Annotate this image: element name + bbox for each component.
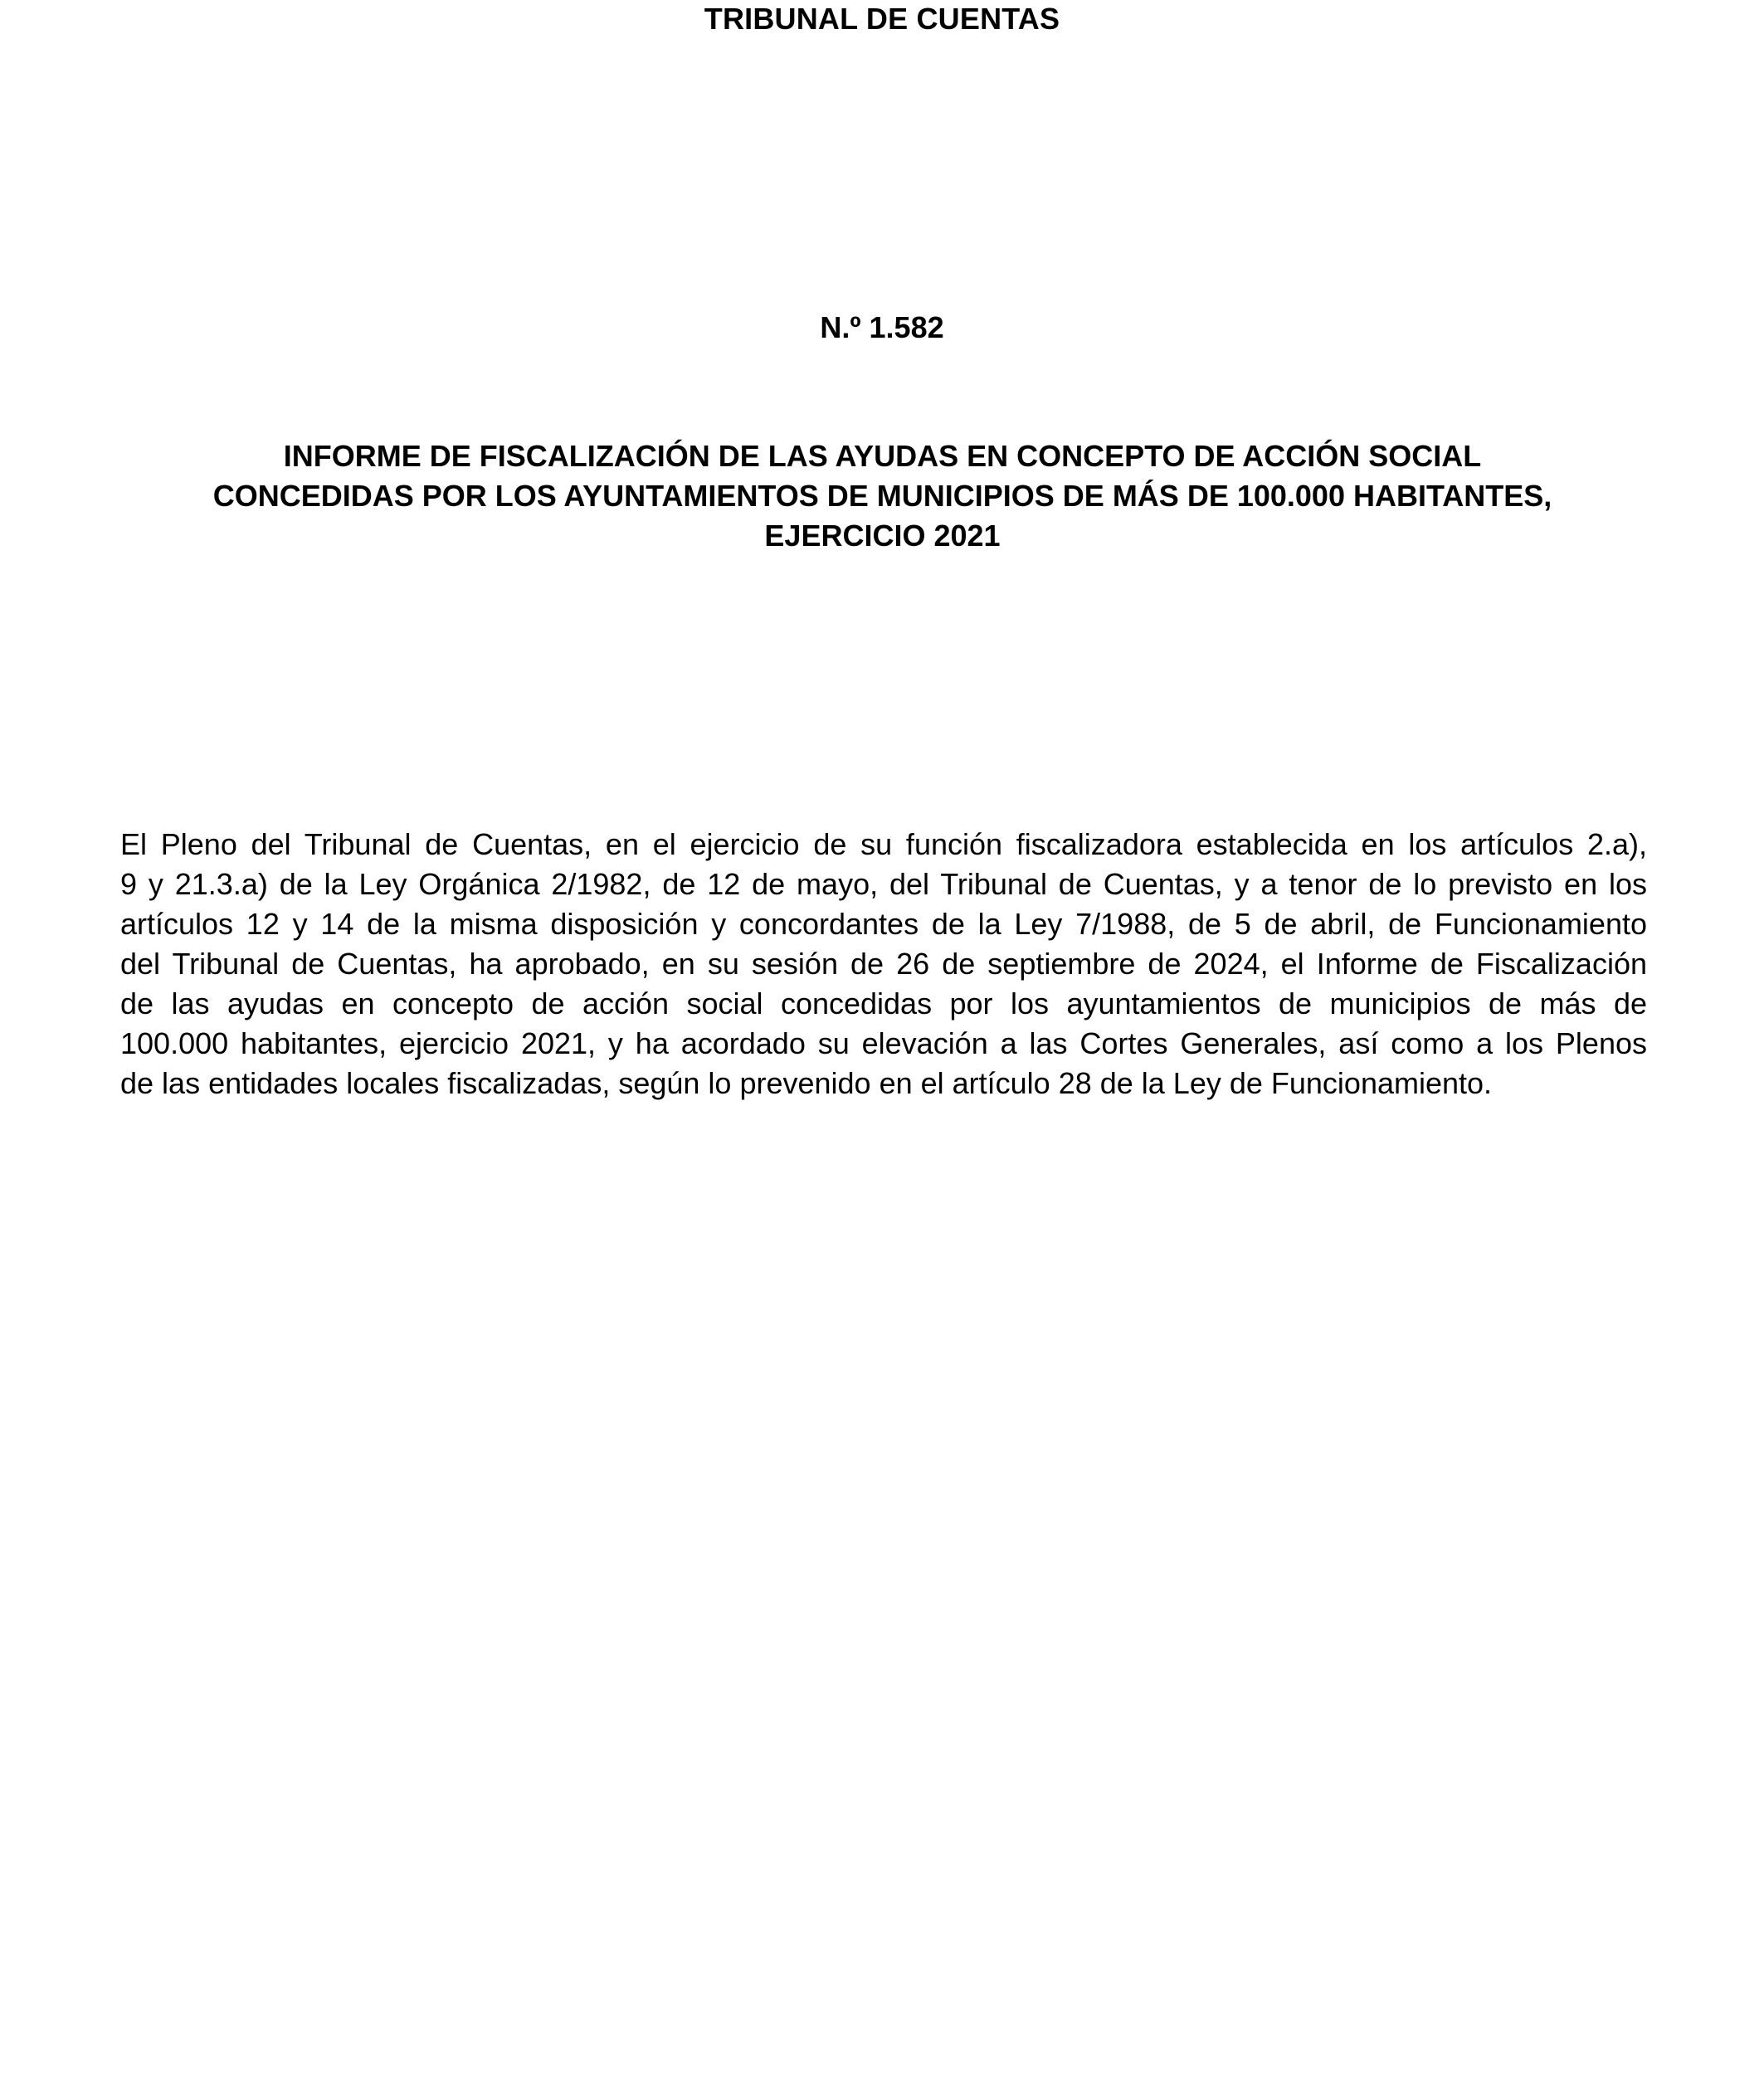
report-title-line: EJERCICIO 2021	[764, 519, 1001, 553]
paragraph-line: El Pleno del Tribunal de Cuentas, en el ejercicio de su función fiscalizadora establecida en los artículos 2.a),	[120, 827, 1647, 861]
report-title	[120, 436, 1645, 556]
paragraph-line: de las entidades locales fiscalizadas, según lo prevenido en el artículo 28 de la Ley de Funcionamiento.	[120, 1066, 1493, 1100]
report-number: N.º 1.582	[820, 310, 944, 344]
approval-paragraph	[120, 825, 1647, 1103]
report-title-line: INFORME DE FISCALIZACIÓN DE LAS AYUDAS EN CONCEPTO DE ACCIÓN SOCIAL	[283, 439, 1482, 473]
paragraph-line: del Tribunal de Cuentas, ha aprobado, en su sesión de 26 de septiembre de 2024, el Informe de Fiscalización	[120, 947, 1647, 981]
institution-header: TRIBUNAL DE CUENTAS	[704, 2, 1060, 36]
paragraph-line: artículos 12 y 14 de la misma disposición y concordantes de la Ley 7/1988, de 5 de abril, de Funcionamiento	[120, 907, 1647, 941]
paragraph-line: de las ayudas en concepto de acción social concedidas por los ayuntamientos de municipios de más de	[120, 986, 1647, 1020]
report-title-line: CONCEDIDAS POR LOS AYUNTAMIENTOS DE MUNICIPIOS DE MÁS DE 100.000 HABITANTES,	[212, 479, 1552, 513]
paragraph-line: 9 y 21.3.a) de la Ley Orgánica 2/1982, de 12 de mayo, del Tribunal de Cuentas, y a tenor de lo previsto en los	[120, 867, 1647, 901]
paragraph-line: 100.000 habitantes, ejercicio 2021, y ha acordado su elevación a las Cortes Generales, así como a los Plenos	[120, 1026, 1647, 1060]
